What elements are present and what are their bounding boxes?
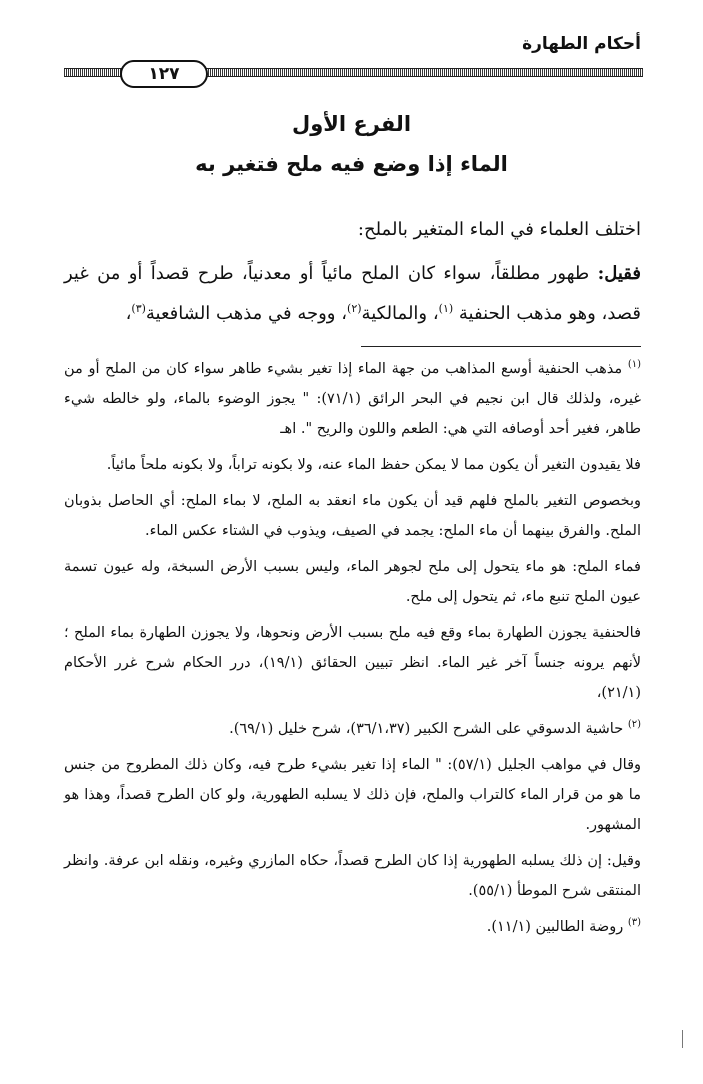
running-title: أحكام الطهارة [522, 34, 641, 54]
footnote-2-paragraph-2: وقال في مواهب الجليل (٥٧/١): " الماء إذا تغير بشيء طرح فيه، وكان ذلك المطروح من جنس ما هو من قرار الماء كالتراب والملح، فإن ذلك لا يسلبه الطهورية، ولو كان الطرح قصداً، وهذا هو المشهور. [64, 757, 641, 833]
intro-paragraph: اختلف العلماء في الماء المتغير بالملح: [357, 219, 641, 240]
footnote-2-paragraph-1 [64, 714, 641, 744]
footnote-ref-1[interactable]: (١) [438, 302, 454, 315]
footnote-ref-3[interactable]: (٣) [131, 302, 146, 315]
section-subtitle: الماء إذا وضع فيه ملح فتغير به [195, 152, 508, 176]
footnote-1-paragraph-5: فالحنفية يجوزن الطهارة بماء وقع فيه ملح بسبب الأرض ونحوها، ولا يجوزن الطهارة بماء الملح ؛ لأنهم يرونه جنساً آخر غير الماء. انظر تبيين الحقائق (١٩/١)، درر الحكام شرح غرر الأحكام (٢١/١)، [64, 625, 641, 701]
margin-mark [682, 1030, 683, 1048]
footnote-1-paragraph-1 [64, 354, 641, 444]
footnote-3-number: (٣) [627, 917, 641, 929]
page-number: ١٢٧ [120, 60, 208, 88]
first-opinion-text-c: ، ووجه في مذهب الشافعية [145, 303, 348, 324]
footnote-1-number: (١) [627, 359, 641, 371]
first-opinion-lead: فقيل: [597, 263, 641, 284]
footnote-1-paragraph-3: وبخصوص التغير بالملح فلهم قيد أن يكون ماء انعقد به الملح، لا بماء الملح: أي الحاصل بذوبان الملح. والفرق بينهما أن ماء الملح: يجمد في الصيف، ويذوب في الشتاء عكس الماء. [64, 493, 641, 539]
footnote-2-text-1: حاشية الدسوقي على الشرح الكبير (٣٦/١،٣٧)، شرح خليل (٦٩/١). [229, 721, 628, 737]
first-opinion-text-d: ، [125, 303, 132, 324]
first-opinion-paragraph [64, 254, 641, 334]
first-opinion-text-b: ، والمالكية [361, 303, 439, 324]
section-title: الفرع الأول [291, 112, 412, 136]
footnote-2-paragraph-3: وقيل: إن ذلك يسلبه الطهورية إذا كان الطرح قصداً، حكاه المازري وغيره، ونقله ابن عرفة. وانظر المنتقى شرح الموطأ (٥٥/١). [64, 853, 641, 899]
footnote-3-paragraph-1 [64, 912, 641, 942]
footnote-2-number: (٢) [627, 719, 641, 731]
footnote-1-paragraph-2: فلا يقيدون التغير أن يكون مما لا يمكن حفظ الماء عنه، ولا بكونه تراباً، ولا بكونه ملحاً مائياً. [106, 457, 641, 473]
footnote-1-paragraph-4: فماء الملح: هو ماء يتحول إلى ملح لجوهر الماء، وليس بسبب الأرض السبخة، وله عيون تسمة عيون الملح تنبع ماء، ثم يتحول إلى ملح. [64, 559, 641, 605]
footnote-3-text-1: روضة الطالبين (١١/١). [486, 919, 628, 935]
footnotes [64, 354, 641, 948]
first-opinion-text-a: طهور مطلقاً، سواء كان الملح مائياً أو معدنياً، طرح قصداً أو من غير قصد، وهو مذهب الحنفية [64, 263, 641, 324]
footnote-separator [361, 346, 641, 347]
footnote-1-text-1: مذهب الحنفية أوسع المذاهب من جهة الماء إذا تغير بشيء طاهر سواء كان من الملح أو من غيره، ولذلك قال ابن نجيم في البحر الرائق (٧١/١): " يجوز الوضوء بالماء، ولو خالطه شيء طاهر، فغير أحد أوصافه التي هي: الطعم واللون والريح ". اهـ [64, 361, 641, 437]
footnote-ref-2[interactable]: (٢) [347, 302, 362, 315]
